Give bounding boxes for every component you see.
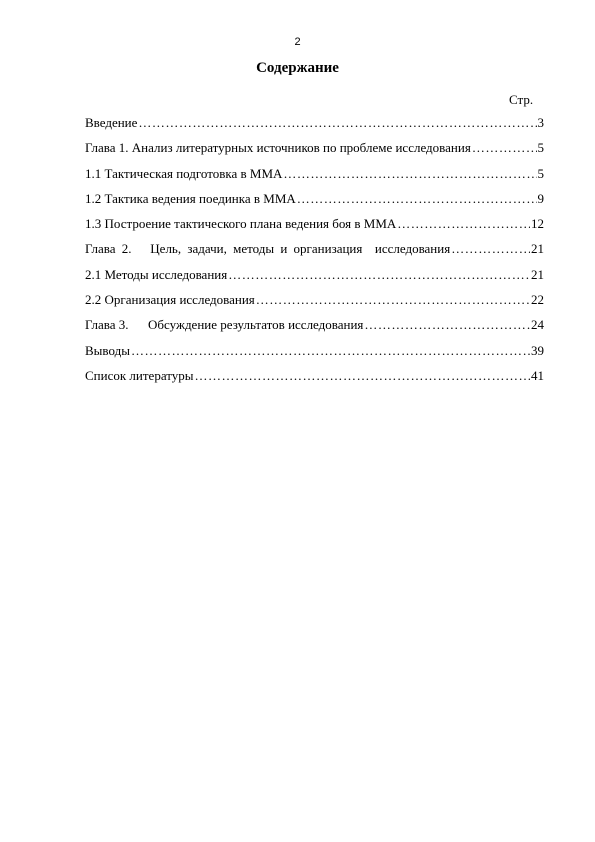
toc-entry (85, 366, 544, 391)
toc-entry (85, 113, 544, 138)
toc-entry-label: Глава 3. Обсуждение результатов исследования (85, 317, 364, 333)
toc-entry (85, 189, 544, 214)
toc-entry (85, 315, 544, 340)
toc-entry-label: 2.2 Организация исследования (85, 292, 255, 308)
toc-entry-label: Глава 1. Анализ литературных источников по проблеме исследования (85, 140, 471, 156)
toc-entry (85, 214, 544, 239)
page-title: Содержание (256, 60, 339, 76)
toc-dot-leader (297, 189, 537, 209)
toc-dot-leader (138, 113, 536, 133)
toc-entry-page: 9 (537, 190, 544, 206)
page-column-label: Стр. (509, 92, 534, 107)
toc-entry (85, 239, 544, 264)
toc-entry-label: 1.2 Тактика ведения поединка в ММА (85, 190, 296, 206)
toc-dot-leader (256, 290, 530, 310)
toc-entry-page: 21 (531, 266, 544, 282)
toc-entry-label: 2.1 Методы исследования (85, 266, 228, 282)
toc-entry-label: Выводы (85, 342, 130, 358)
toc-entry-label: Глава 2. Цель, задачи, методы и организация исследования (85, 241, 451, 257)
toc-entry-page: 39 (531, 342, 544, 358)
toc-entry-label: Введение (85, 115, 138, 130)
toc-entry (85, 265, 544, 290)
toc-dot-leader (228, 265, 530, 285)
toc-entry-page: 41 (531, 367, 544, 383)
toc-dot-leader (397, 214, 530, 234)
toc-dot-leader (451, 239, 530, 259)
toc-entry (85, 164, 544, 189)
toc-entry-label: 1.1 Тактическая подготовка в ММА (85, 165, 283, 181)
page-number: 2 (294, 36, 301, 48)
toc-entry-page: 21 (531, 241, 544, 257)
toc-entry-page: 12 (531, 216, 544, 232)
toc-entry-page: 22 (531, 292, 544, 308)
toc-entry-page: 24 (531, 317, 544, 333)
toc-entry (85, 341, 544, 366)
toc-dot-leader (283, 164, 536, 184)
toc-entry-label: Список литературы (85, 367, 194, 383)
toc-dot-leader (364, 315, 530, 335)
toc-dot-leader (131, 341, 530, 361)
toc-entry-label: 1.3 Построение тактического плана ведения боя в ММА (85, 216, 397, 232)
toc-dot-leader (195, 366, 531, 386)
toc-entry (85, 290, 544, 315)
toc-entry-page: 5 (537, 165, 544, 181)
toc-dot-leader (472, 138, 537, 158)
toc-entry (85, 138, 544, 163)
toc-entry-page: 3 (537, 115, 544, 130)
table-of-contents (85, 113, 544, 391)
toc-entry-page: 5 (537, 140, 544, 156)
